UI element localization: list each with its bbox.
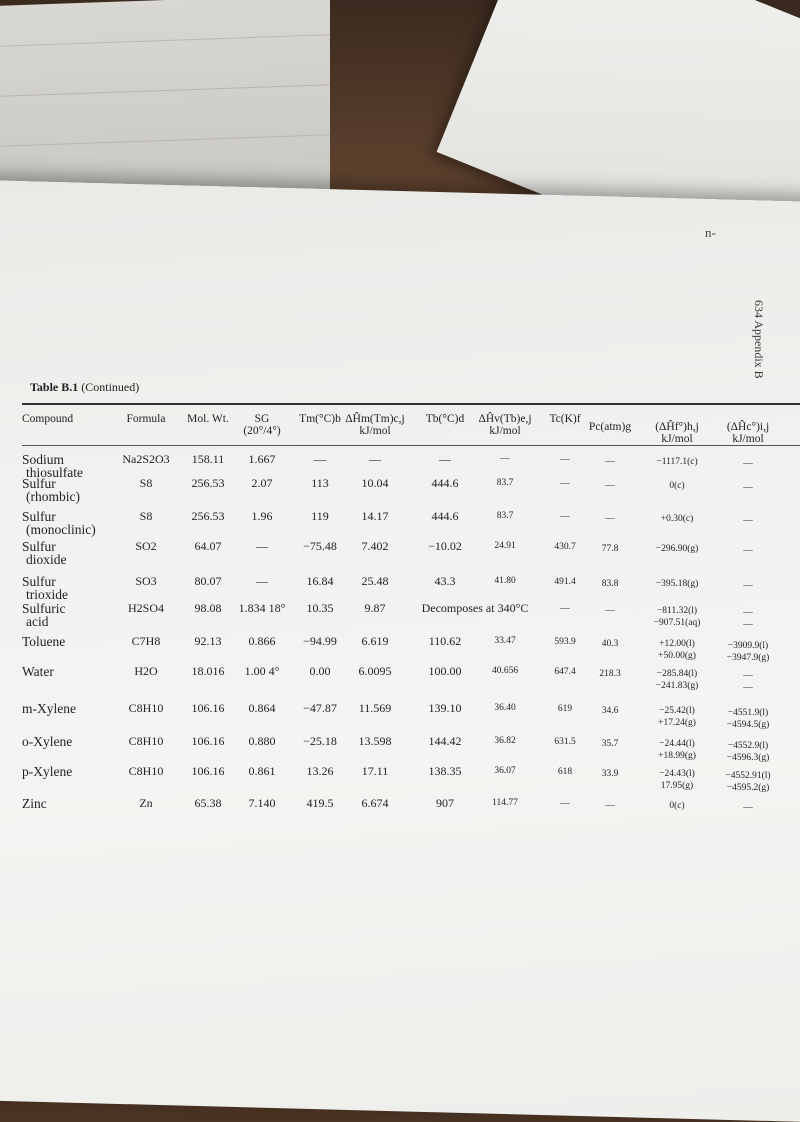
cell-dhf: −24.44(l): [659, 739, 695, 749]
cell-tb: 43.3: [434, 574, 456, 588]
cell-dhc: −4551.9(l): [727, 708, 769, 718]
table-continued: (Continued): [81, 380, 140, 394]
cell-dhm: 6.674: [361, 796, 389, 810]
cell-dhm: 13.598: [358, 734, 392, 748]
column-header-line: Compound: [22, 413, 74, 425]
cell-formula: Na2S2O3: [122, 452, 170, 466]
cell-molwt: 158.11: [191, 452, 225, 466]
cell-tm: 119: [311, 509, 329, 523]
cell-sg: 1.96: [251, 509, 273, 523]
compound-name: Toluene: [22, 634, 66, 649]
cell-tc: —: [560, 799, 570, 809]
cell-dhf: +50.00(g): [658, 651, 696, 661]
cell-pc: 33.9: [601, 769, 619, 779]
cell-dhf: 0(c): [669, 801, 685, 811]
cell-tb: —: [439, 452, 451, 466]
cell-dhv: 36.40: [494, 703, 516, 713]
cell-molwt: 256.53: [191, 509, 225, 523]
compound-name: Zinc: [22, 796, 47, 811]
cell-molwt: 106.16: [191, 764, 225, 778]
cell-tb: −10.02: [428, 539, 462, 553]
cell-formula: SO2: [135, 539, 157, 553]
column-header-line: Tm(°C)b: [299, 413, 341, 425]
cell-pc: 83.8: [601, 579, 619, 589]
cell-dhf: +12.00(l): [659, 639, 695, 649]
column-header-line: Tc(K)f: [549, 413, 581, 425]
column-header-tm: [299, 413, 341, 425]
cell-tm: 0.00: [309, 664, 331, 678]
cell-dhf: −907.51(aq): [653, 618, 701, 628]
cell-molwt: 18.016: [191, 664, 225, 678]
cell-dhv: 41.80: [494, 576, 516, 586]
cell-molwt: 65.38: [194, 796, 222, 810]
cell-sg: 1.00 4°: [244, 664, 280, 678]
cell-pc: —: [605, 606, 615, 616]
cell-formula: Zn: [139, 796, 153, 810]
cell-dhm: 25.48: [361, 574, 389, 588]
compound-name: Sulfur: [22, 476, 56, 491]
cell-dhm: 17.11: [361, 764, 389, 778]
cell-molwt: 98.08: [194, 601, 222, 615]
cell-pc: —: [605, 457, 615, 467]
cell-dhv: 40.656: [491, 666, 519, 676]
table-number: Table B.1: [30, 380, 79, 394]
cell-tb: 907: [436, 796, 454, 810]
cell-formula: C8H10: [128, 734, 164, 748]
cell-tm: 13.26: [306, 764, 334, 778]
cell-sg: 2.07: [251, 476, 273, 490]
cell-sg: —: [256, 539, 268, 553]
cell-dhf: −811.32(l): [656, 606, 698, 616]
cell-dhf: −1117.1(c): [656, 457, 698, 467]
cell-tb: 444.6: [431, 509, 459, 523]
cell-sg: 7.140: [248, 796, 276, 810]
column-header-line: SG: [254, 413, 270, 425]
compound-name: p-Xylene: [22, 764, 73, 779]
cell-tb: Decomposes at 340°C: [421, 601, 529, 615]
cell-dhm: 6.0095: [358, 664, 392, 678]
cell-dhv: 83.7: [496, 478, 514, 488]
cell-tc: —: [560, 479, 570, 489]
cell-dhc: —: [743, 483, 753, 493]
cell-dhf: 17.95(g): [660, 781, 694, 791]
cell-dhf: +0.30(c): [660, 514, 694, 524]
cell-tm: −75.48: [303, 539, 337, 553]
cell-dhc: —: [743, 546, 753, 556]
cell-dhv: 33.47: [494, 636, 516, 646]
cell-dhf: −285.84(l): [656, 669, 698, 679]
cell-dhc: −4595.2(g): [726, 783, 770, 793]
column-header-compound: [22, 413, 73, 425]
cell-dhf: −296.90(g): [655, 544, 699, 554]
corner-mark: n-: [705, 225, 716, 240]
compound-name: Sulfuric: [22, 601, 66, 616]
cell-dhc: —: [743, 671, 753, 681]
cell-dhv: —: [500, 454, 510, 464]
cell-tm: −94.99: [303, 634, 337, 648]
cell-dhc: −4552.9(l): [727, 741, 769, 751]
cell-dhm: 14.17: [361, 509, 389, 523]
compound-name: (rhombic): [26, 489, 80, 504]
column-header-line: Formula: [126, 413, 166, 425]
cell-dhf: 0(c): [669, 481, 685, 491]
cell-dhc: —: [743, 459, 753, 469]
column-header-line: (20°/4°): [243, 425, 281, 437]
compound-name: m-Xylene: [22, 701, 76, 716]
cell-molwt: 92.13: [194, 634, 222, 648]
column-header-line: Mol. Wt.: [187, 413, 229, 425]
cell-dhc: −3947.9(g): [726, 653, 770, 663]
cell-formula: H2SO4: [127, 601, 165, 615]
cell-tc: 491.4: [554, 577, 576, 587]
column-header-line: kJ/mol: [661, 433, 693, 445]
cell-tm: 113: [311, 476, 329, 490]
cell-dhf: −395.18(g): [655, 579, 699, 589]
column-header-dhf: [655, 421, 699, 445]
cell-formula: H2O: [134, 664, 158, 678]
cell-formula: C8H10: [128, 701, 164, 715]
compound-name: Sulfur: [22, 574, 56, 589]
cell-sg: 0.866: [248, 634, 276, 648]
cell-dhm: 6.619: [361, 634, 389, 648]
column-header-line: kJ/mol: [359, 425, 391, 437]
compound-name: o-Xylene: [22, 734, 73, 749]
cell-sg: 1.667: [248, 452, 276, 466]
compound-name: Sulfur: [22, 509, 56, 524]
cell-tb: 444.6: [431, 476, 459, 490]
cell-tm: −25.18: [303, 734, 337, 748]
cell-dhv: 83.7: [496, 511, 514, 521]
cell-molwt: 256.53: [191, 476, 225, 490]
cell-dhc: −4552.91(l): [725, 771, 771, 781]
cell-dhc: —: [743, 516, 753, 526]
column-header-line: Pc(atm)g: [588, 421, 632, 433]
column-header-sg: [243, 413, 280, 437]
cell-pc: 77.8: [601, 544, 619, 554]
cell-dhc: −4596.3(g): [726, 753, 770, 763]
cell-dhc: —: [743, 608, 753, 618]
cell-tb: 100.00: [428, 664, 462, 678]
cell-dhm: —: [369, 452, 381, 466]
cell-pc: —: [605, 514, 615, 524]
cell-tb: 138.35: [428, 764, 462, 778]
cell-sg: 1.834 18°: [238, 601, 286, 615]
compound-name: thiosulfate: [26, 465, 83, 480]
cell-dhf: +18.99(g): [658, 751, 696, 761]
cell-dhc: —: [743, 683, 753, 693]
cell-dhm: 9.87: [364, 601, 386, 615]
cell-tb: 139.10: [428, 701, 462, 715]
column-header-dhv: [478, 413, 531, 437]
cell-formula: S8: [139, 509, 153, 523]
column-header-molwt: [187, 413, 229, 425]
cell-tc: 430.7: [554, 542, 576, 552]
cell-tm: −47.87: [303, 701, 337, 715]
cell-dhm: 7.402: [361, 539, 389, 553]
compound-name: Sulfur: [22, 539, 56, 554]
cell-dhm: 11.569: [358, 701, 392, 715]
cell-tc: 619: [557, 704, 573, 714]
cell-formula: C8H10: [128, 764, 164, 778]
cell-tb: 144.42: [428, 734, 462, 748]
cell-dhc: —: [743, 581, 753, 591]
column-header-formula: [127, 413, 166, 425]
cell-dhv: 24.91: [494, 541, 516, 551]
cell-molwt: 80.07: [194, 574, 222, 588]
cell-molwt: 106.16: [191, 734, 225, 748]
cell-dhv: 114.77: [492, 798, 518, 808]
column-header-line: ΔĤv(Tb)e,j: [478, 413, 532, 425]
cell-tm: 16.84: [306, 574, 334, 588]
cell-tc: 647.4: [554, 667, 576, 677]
cell-tc: —: [560, 512, 570, 522]
cell-pc: 35.7: [601, 739, 619, 749]
cell-dhf: +17.24(g): [658, 718, 696, 728]
column-header-line: kJ/mol: [489, 425, 521, 437]
column-header-tb: [426, 413, 464, 425]
cell-pc: —: [605, 481, 615, 491]
cell-formula: S8: [139, 476, 153, 490]
cell-tc: —: [560, 455, 570, 465]
compound-name: (monoclinic): [26, 522, 96, 537]
cell-pc: 218.3: [599, 669, 621, 679]
column-header-dhc: [727, 421, 769, 445]
compound-name: Water: [22, 664, 54, 679]
cell-pc: 40.3: [601, 639, 619, 649]
cell-dhv: 36.82: [494, 736, 516, 746]
cell-pc: —: [605, 801, 615, 811]
cell-tm: —: [314, 452, 326, 466]
cell-tc: 631.5: [554, 737, 576, 747]
cell-dhf: −24.43(l): [659, 769, 695, 779]
cell-dhc: −4594.5(g): [726, 720, 770, 730]
cell-dhc: —: [743, 620, 753, 630]
column-header-pc: [589, 421, 631, 433]
cell-dhm: 10.04: [361, 476, 389, 490]
table-top-rule: [22, 403, 800, 405]
cell-dhc: −3909.9(l): [727, 641, 769, 651]
cell-tm: 10.35: [306, 601, 334, 615]
column-header-line: ΔĤm(Tm)c,j: [345, 413, 405, 425]
header-bottom-rule: [22, 445, 800, 446]
column-header-line: (ΔĤf°)h,j: [655, 421, 699, 433]
cell-tb: 110.62: [428, 634, 462, 648]
column-header-line: Tb(°C)d: [425, 413, 465, 425]
column-header-line: kJ/mol: [732, 433, 764, 445]
cell-tc: —: [560, 604, 570, 614]
cell-tc: 618: [557, 767, 573, 777]
cell-sg: —: [256, 574, 268, 588]
cell-sg: 0.880: [248, 734, 276, 748]
column-header-line: (ΔĤc°)i,j: [726, 421, 770, 433]
cell-dhv: 36.07: [494, 766, 516, 776]
cell-formula: SO3: [135, 574, 157, 588]
running-header: 634 Appendix B: [752, 300, 766, 379]
cell-tm: 419.5: [306, 796, 334, 810]
compound-name: acid: [26, 614, 49, 629]
cell-dhc: —: [743, 803, 753, 813]
cell-dhf: −25.42(l): [659, 706, 695, 716]
compound-name: trioxide: [26, 587, 68, 602]
cell-molwt: 106.16: [191, 701, 225, 715]
column-header-dhm: [345, 413, 404, 437]
cell-molwt: 64.07: [194, 539, 222, 553]
cell-dhf: −241.83(g): [655, 681, 699, 691]
compound-name: dioxide: [26, 552, 67, 567]
cell-tc: 593.9: [554, 637, 576, 647]
cell-sg: 0.864: [248, 701, 276, 715]
cell-formula: C7H8: [131, 634, 161, 648]
cell-sg: 0.861: [248, 764, 276, 778]
cell-pc: 34.6: [601, 706, 619, 716]
table-title: [30, 380, 139, 395]
compound-name: Sodium: [22, 452, 65, 467]
column-header-tc: [549, 413, 580, 425]
